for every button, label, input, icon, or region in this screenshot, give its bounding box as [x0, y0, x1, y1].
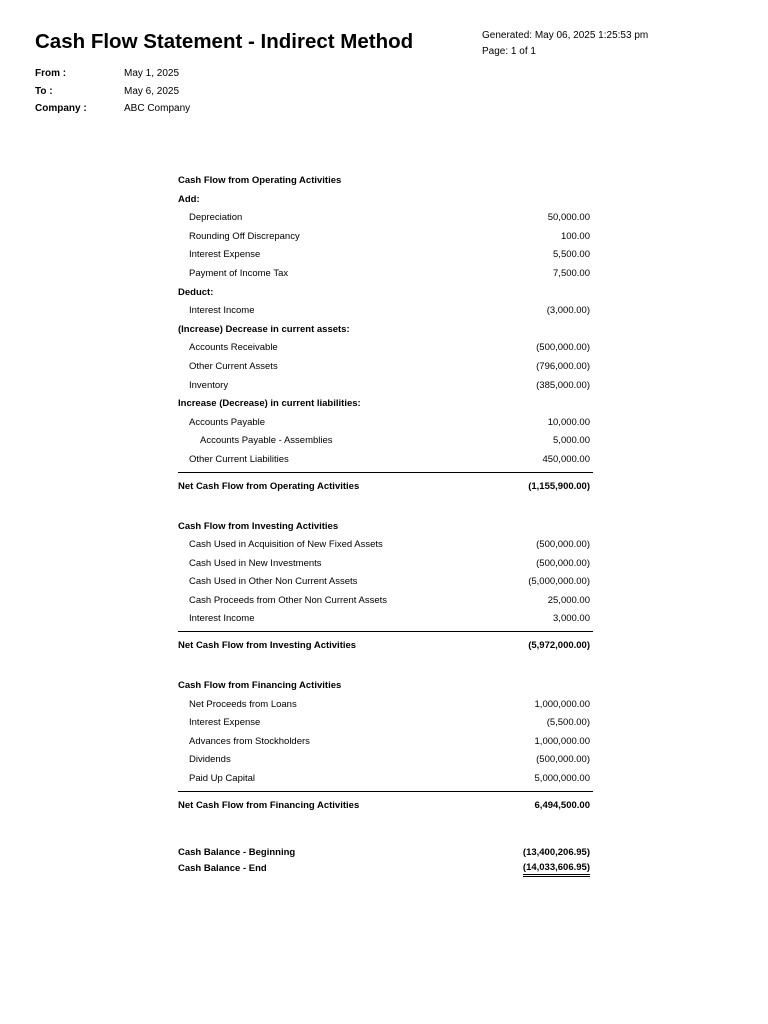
subheading-label: (Increase) Decrease in current assets:: [178, 323, 350, 335]
line-item-label: Cash Proceeds from Other Non Current Assets: [189, 594, 387, 606]
line-item-label: Interest Income: [189, 613, 255, 625]
total-investing: [178, 632, 593, 660]
line-item-amount: (500,000.00): [536, 557, 590, 569]
line-item: [178, 610, 593, 629]
line-item-amount: (5,000,000.00): [528, 576, 590, 588]
total-label: Net Cash Flow from Financing Activities: [178, 799, 360, 811]
line-item-amount: 5,000,000.00: [534, 773, 590, 785]
line-item-amount: (500,000.00): [536, 754, 590, 766]
line-item-label: Paid Up Capital: [189, 773, 256, 785]
line-item-label: Accounts Payable: [189, 416, 266, 428]
subheading-current-assets: [178, 321, 593, 340]
cash-balance-end: [178, 861, 593, 877]
line-item: [178, 339, 593, 358]
report-title: Cash Flow Statement - Indirect Method: [35, 30, 414, 53]
line-item: [178, 592, 593, 611]
company-label: Company :: [35, 103, 87, 114]
spacer: [178, 501, 593, 518]
line-item-label: Interest Expense: [189, 249, 261, 261]
line-item-label: Dividends: [189, 754, 231, 766]
line-item-label: Interest Expense: [189, 717, 261, 729]
line-item-amount: (500,000.00): [536, 539, 590, 551]
line-item-label: Net Proceeds from Loans: [189, 698, 297, 710]
line-item: [178, 555, 593, 574]
line-item: [178, 209, 593, 228]
line-item-amount: 7,500.00: [553, 267, 590, 279]
line-item-label: Rounding Off Discrepancy: [189, 230, 300, 242]
generated-timestamp: Generated: May 06, 2025 1:25:53 pm: [482, 30, 649, 41]
line-item-amount: 5,000.00: [553, 435, 590, 447]
from-value: May 1, 2025: [124, 68, 180, 79]
line-item: [178, 265, 593, 284]
line-item: [178, 751, 593, 770]
company-value: ABC Company: [124, 103, 191, 114]
from-label: From :: [35, 68, 67, 79]
page-number: Page: 1 of 1: [482, 46, 536, 57]
line-item-label: Advances from Stockholders: [189, 735, 310, 747]
line-item: [178, 770, 593, 789]
line-item: [178, 536, 593, 555]
balance-label: Cash Balance - Beginning: [178, 846, 296, 858]
line-item: [178, 414, 593, 433]
total-amount: (5,972,000.00): [528, 640, 590, 652]
line-item-label: Cash Used in Other Non Current Assets: [189, 576, 358, 588]
section-heading-financing: [178, 677, 593, 696]
section-heading-investing: [178, 518, 593, 537]
to-value: May 6, 2025: [124, 85, 180, 97]
section-heading-label: Cash Flow from Operating Activities: [178, 175, 342, 186]
line-item-amount: 50,000.00: [547, 212, 590, 224]
section-heading-label: Cash Flow from Investing Activities: [178, 520, 339, 532]
section-heading-label: Cash Flow from Financing Activities: [178, 680, 342, 692]
line-item: [178, 302, 593, 321]
total-operating: [178, 473, 593, 501]
cash-flow-statement: [178, 172, 593, 877]
balance-label: Cash Balance - End: [178, 862, 267, 874]
line-item-amount: (5,500.00): [546, 717, 590, 729]
spacer: [178, 820, 593, 845]
spacer: [178, 660, 593, 677]
total-label: Net Cash Flow from Operating Activities: [178, 480, 360, 492]
line-item-label: Cash Used in Acquisition of New Fixed Assets: [189, 539, 383, 551]
line-item-amount: 25,000.00: [547, 594, 590, 606]
line-item-label: Other Current Assets: [189, 360, 278, 372]
subheading-deduct: [178, 284, 593, 303]
line-item-label: Accounts Payable - Assemblies: [200, 435, 333, 447]
line-item-amount: 1,000,000.00: [534, 698, 590, 710]
subheading-label: Increase (Decrease) in current liabilities:: [178, 398, 361, 410]
line-item-amount: (500,000.00): [536, 342, 590, 354]
line-item-label: Depreciation: [189, 212, 243, 224]
line-item-label: Interest Income: [189, 305, 255, 317]
line-item: [178, 573, 593, 592]
balance-amount: (13,400,206.95): [522, 846, 590, 858]
subheading-current-liabilities: [178, 395, 593, 414]
line-item-label: Cash Used in New Investments: [189, 557, 322, 569]
line-item-amount: (385,000.00): [536, 379, 590, 391]
line-item-amount: 450,000.00: [542, 453, 590, 465]
line-item-amount: (796,000.00): [536, 360, 590, 372]
line-item: [178, 358, 593, 377]
line-item: [178, 432, 593, 451]
line-item-amount: 3,000.00: [553, 613, 590, 625]
section-heading-operating: [178, 172, 593, 191]
line-item-amount: 100.00: [560, 230, 590, 242]
line-item-label: Payment of Income Tax: [189, 267, 289, 279]
subheading-label: Deduct:: [178, 286, 214, 298]
to-label: To :: [35, 85, 53, 97]
line-item: [178, 714, 593, 733]
line-item-label: Other Current Liabilities: [189, 453, 289, 465]
line-item-amount: 5,500.00: [553, 249, 590, 261]
line-item-label: Inventory: [189, 379, 229, 391]
line-item: [178, 733, 593, 752]
total-amount: (1,155,900.00): [528, 480, 590, 492]
line-item: [178, 451, 593, 470]
line-item: [178, 228, 593, 247]
line-item-amount: (3,000.00): [546, 305, 590, 317]
total-label: Net Cash Flow from Investing Activities: [178, 640, 357, 652]
total-amount: 6,494,500.00: [534, 799, 590, 811]
total-financing: [178, 792, 593, 820]
line-item: [178, 246, 593, 265]
cash-balance-beginning: [178, 845, 593, 861]
line-item: [178, 377, 593, 396]
subheading-add: [178, 191, 593, 210]
line-item-amount: 1,000,000.00: [534, 735, 590, 747]
balance-amount: (14,033,606.95): [523, 861, 590, 877]
line-item: [178, 696, 593, 715]
subheading-label: Add:: [178, 193, 200, 205]
line-item-amount: 10,000.00: [547, 416, 590, 428]
line-item-label: Accounts Receivable: [189, 342, 278, 354]
